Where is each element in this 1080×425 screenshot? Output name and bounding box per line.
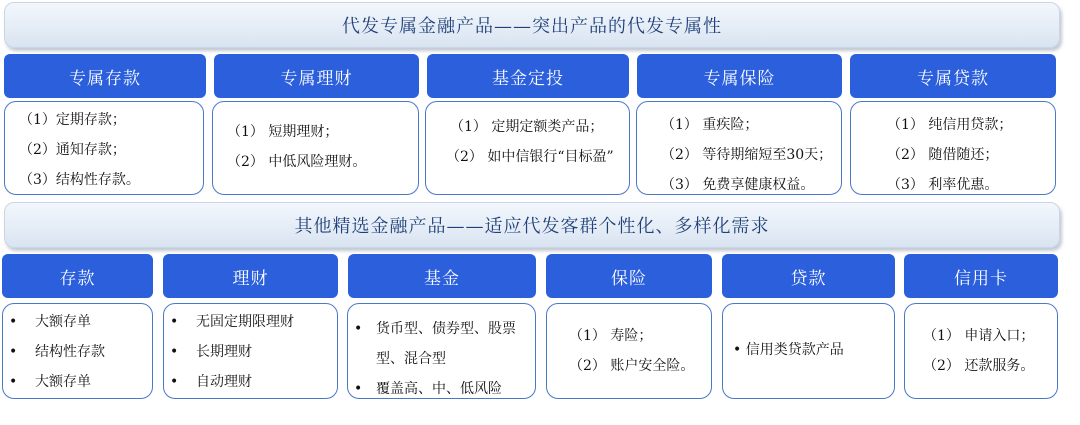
box-exclusive-insurance [636,101,842,195]
bullet-icon: • [9,314,18,330]
box-fund-investment [425,101,630,195]
bullet-icon: • [170,344,179,360]
header-label: 理财 [232,268,269,289]
list-item: （1） 寿险； [569,328,653,344]
header-label: 信用卡 [954,268,1008,289]
list-item-text: 长期理财 [196,344,252,360]
list-item: （2）通知存款； [19,142,126,158]
list-item [170,367,337,397]
list-item-text: 大额存单 [35,374,91,390]
box-exclusive-deposit [4,101,204,195]
bullet-icon: • [170,314,179,330]
section1-title: 代发专属金融产品——突出产品的代发专属性 [342,16,722,37]
list-item: （2） 中低风险理财。 [227,154,367,170]
list-item [354,314,529,374]
header-fund-investment [427,54,629,98]
header-fund [348,254,536,298]
list-item: （2） 账户安全险。 [569,358,695,374]
list-item [170,307,337,337]
list-item [733,335,894,365]
bullet-icon: • [733,342,742,358]
list-item-text: 覆盖高、中、低风险 [376,381,502,397]
header-label: 专属贷款 [917,68,989,89]
list-item-text: 结构性存款 [35,344,105,360]
list-item-text: 自动理财 [196,374,252,390]
list-item [9,367,152,397]
header-label: 专属存款 [69,68,141,89]
box-fund [347,303,536,399]
bullet-icon: • [354,321,363,337]
list-item-text: 货币型、债券型、股票型、混合型 [376,321,516,367]
box-credit-card [904,303,1058,399]
header-label: 基金 [424,268,460,289]
list-item [9,307,152,337]
section1-banner [4,2,1060,48]
header-label: 专属保险 [703,68,776,89]
list-item-text: 无固定期限理财 [196,314,294,330]
header-label: 保险 [611,268,647,289]
box-insurance [546,303,712,399]
bullet-icon: • [354,381,363,397]
list-item [9,337,152,367]
header-wealth [163,254,338,298]
header-label: 专属理财 [280,68,353,89]
box-exclusive-loan [850,101,1056,195]
list-item [354,374,529,404]
header-credit-card [904,254,1058,298]
list-item: （2） 还款服务。 [923,358,1035,374]
header-exclusive-loan [850,54,1056,98]
list-item: （1） 定期定额类产品； [450,119,604,135]
header-exclusive-wealth [214,54,419,98]
header-exclusive-deposit [4,54,206,98]
list-item: （3） 免费享健康权益。 [661,177,815,193]
list-item: （1） 纯信用贷款； [887,117,1013,133]
box-deposit [2,303,153,399]
header-label: 存款 [59,268,96,289]
box-exclusive-wealth [212,101,419,195]
header-label: 基金定投 [492,68,564,89]
header-label: 贷款 [790,268,827,289]
section2-title: 其他精选金融产品——适应代发客群个性化、多样化需求 [294,216,770,237]
header-exclusive-insurance [637,54,842,98]
list-item: （1） 短期理财； [227,124,339,140]
list-item-text: 大额存单 [35,314,91,330]
box-wealth [163,303,338,399]
list-item-text: 信用类贷款产品 [745,342,844,358]
bullet-icon: • [170,374,179,390]
list-item: （2） 随借随还； [887,147,999,163]
bullet-icon: • [9,374,18,390]
bullet-icon: • [9,344,18,360]
list-item: （3）结构性存款。 [19,172,140,188]
list-item: （1） 申请入口； [923,328,1035,344]
list-item: （1） 重疾险； [661,117,759,133]
list-item: （3） 利率优惠。 [887,177,999,193]
box-loan [722,303,895,399]
header-insurance [546,254,712,298]
section2-banner [4,202,1060,248]
list-item: （1）定期存款； [19,112,126,128]
list-item: （2） 如中信银行“目标盈” [446,149,614,165]
header-loan [722,254,895,298]
header-deposit [2,254,153,298]
list-item: （2） 等待期缩短至30天； [661,147,833,163]
list-item [170,337,337,367]
